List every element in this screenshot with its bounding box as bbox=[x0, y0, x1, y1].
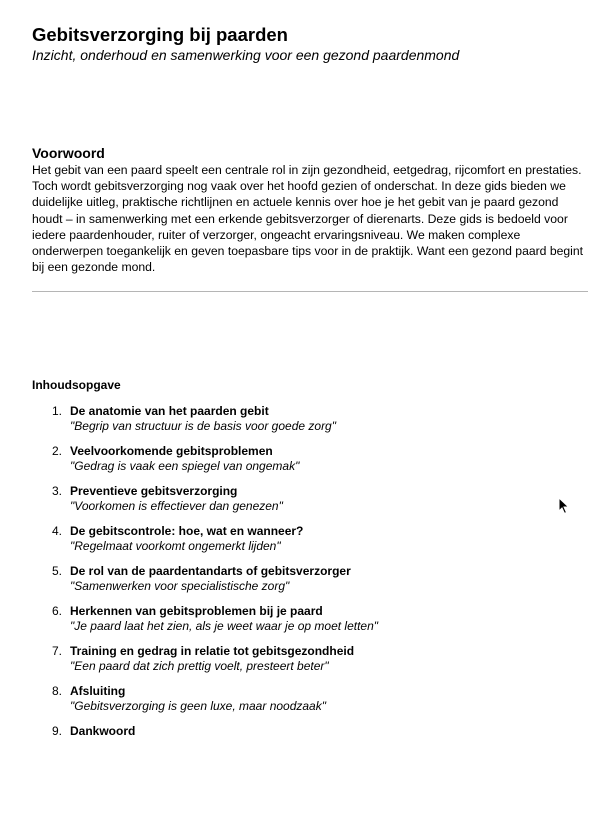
toc-item-quote: "Een paard dat zich prettig voelt, presteert beter" bbox=[70, 659, 329, 673]
toc-item-title: Afsluiting bbox=[70, 684, 126, 698]
toc-item-number: 6. bbox=[52, 604, 63, 618]
toc-item-number: 1. bbox=[52, 404, 63, 418]
toc-item-quote: "Voorkomen is effectiever dan genezen" bbox=[70, 499, 283, 513]
toc-item-7 bbox=[32, 644, 588, 684]
toc-item-9 bbox=[32, 724, 588, 764]
toc-item-title: Preventieve gebitsverzorging bbox=[70, 484, 238, 498]
toc-item-1 bbox=[32, 404, 588, 444]
foreword-section bbox=[32, 145, 588, 275]
toc-item-6 bbox=[32, 604, 588, 644]
toc-list bbox=[32, 404, 588, 764]
toc-item-2 bbox=[32, 444, 588, 484]
toc-item-title: De rol van de paardentandarts of gebitsverzorger bbox=[70, 564, 351, 578]
mouse-pointer-icon bbox=[558, 497, 570, 515]
toc-item-number: 4. bbox=[52, 524, 63, 538]
toc-item-quote: "Samenwerken voor specialistische zorg" bbox=[70, 579, 290, 593]
toc-item-title: De anatomie van het paarden gebit bbox=[70, 404, 269, 418]
toc-item-number: 8. bbox=[52, 684, 63, 698]
toc-item-title: Training en gedrag in relatie tot gebitsgezondheid bbox=[70, 644, 355, 658]
toc-item-quote: "Je paard laat het zien, als je weet waar je op moet letten" bbox=[70, 619, 379, 633]
toc-item-title: Dankwoord bbox=[70, 724, 136, 738]
toc-item-title: Veelvoorkomende gebitsproblemen bbox=[70, 444, 273, 458]
toc-item-quote: "Gedrag is vaak een spiegel van ongemak" bbox=[70, 459, 300, 473]
toc-item-number: 7. bbox=[52, 644, 63, 658]
document-header bbox=[32, 24, 588, 64]
toc-heading: Inhoudsopgave bbox=[32, 378, 121, 392]
toc-item-3 bbox=[32, 484, 588, 524]
foreword-paragraph: Het gebit van een paard speelt een centrale rol in zijn gezondheid, eetgedrag, rijcomfort en prestaties. Toch wordt gebitsverzorging nog vaak over het hoofd gezien of onderschat. In deze gids bieden we duidelijke uitleg, praktische richtlijnen en actuele kennis over hoe je het gebit van je paard gezond houdt – in samenwerking met een erkende gebitsverzorger of dierenarts. Deze gids is bedoeld voor iedere paardenhouder, ruiter of verzorger, ongeacht ervaringsniveau. We maken complexe onderwerpen toegankelijk en geven toepasbare tips voor in de praktijk. Want een gezond paard begint bij een gezonde mond. bbox=[32, 163, 584, 275]
toc-item-quote: "Gebitsverzorging is geen luxe, maar noodzaak" bbox=[70, 699, 326, 713]
document-subtitle: Inzicht, onderhoud en samenwerking voor een gezond paardenmond bbox=[32, 47, 460, 63]
toc-item-quote: "Regelmaat voorkomt ongemerkt lijden" bbox=[70, 539, 281, 553]
horizontal-divider bbox=[32, 291, 588, 292]
toc-item-5 bbox=[32, 564, 588, 604]
toc-item-title: De gebitscontrole: hoe, wat en wanneer? bbox=[70, 524, 304, 538]
toc-item-8 bbox=[32, 684, 588, 724]
toc-item-4 bbox=[32, 524, 588, 564]
table-of-contents bbox=[32, 378, 588, 764]
toc-item-number: 2. bbox=[52, 444, 63, 458]
foreword-heading: Voorwoord bbox=[32, 145, 105, 161]
toc-item-quote: "Begrip van structuur is de basis voor goede zorg" bbox=[70, 419, 336, 433]
toc-item-number: 5. bbox=[52, 564, 63, 578]
document-title: Gebitsverzorging bij paarden bbox=[32, 24, 288, 45]
toc-item-title: Herkennen van gebitsproblemen bij je paard bbox=[70, 604, 323, 618]
toc-item-number: 9. bbox=[52, 724, 63, 738]
toc-item-number: 3. bbox=[52, 484, 63, 498]
